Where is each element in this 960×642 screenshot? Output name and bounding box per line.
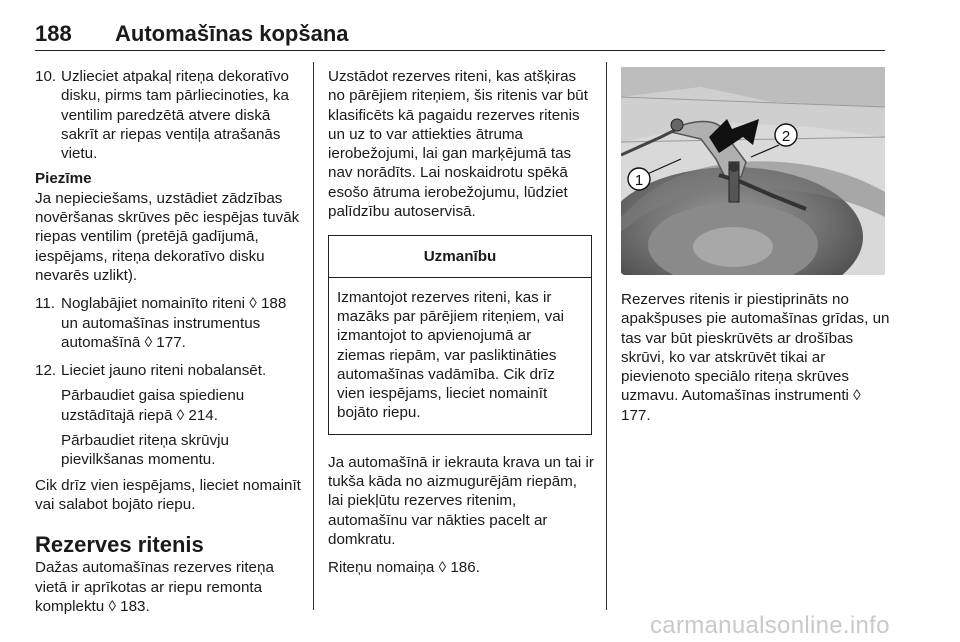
page-number: 188 <box>35 21 72 46</box>
callout-label-1: 1 <box>634 172 644 189</box>
section-title: Rezerves ritenis <box>35 532 204 558</box>
paragraph: Cik drīz vien iespējams, lieciet nomainīt vai salabot bojāto riepu. <box>35 476 301 513</box>
column-divider <box>313 62 314 610</box>
step-12 <box>35 361 303 380</box>
step-number: 10. <box>35 68 57 85</box>
note-text: Ja nepieciešams, uzstādiet zādzības novēršanas skrūves pēc iespējas tuvāk riepas ventilim (pretējā gadījumā, iespējams, riteņa dekoratīvo disku nevarēs uzlikt). <box>35 189 300 284</box>
spare-wheel-illustration <box>621 67 885 275</box>
watermark: carmanualsonline.info <box>650 612 890 639</box>
step-text: Noglabājiet nomainīto riteni ◊ 188 un automašīnas instrumentus automašīnā ◊ 177. <box>61 295 287 351</box>
note-title: Piezīme <box>35 170 92 188</box>
caution-title: Uzmanību <box>329 236 591 277</box>
step-12-subtext: Pārbaudiet gaisa spiedienu uzstādītajā riepā ◊ 214. <box>61 387 245 424</box>
column-left <box>35 67 303 616</box>
illustration-graphic <box>621 67 885 275</box>
callout-label-2: 2 <box>781 128 791 145</box>
section-text: Dažas automašīnas rezerves riteņa vietā ir aprīkotas ar riepu remonta komplektu ◊ 183. <box>35 559 274 615</box>
step-12-subtext: Pārbaudiet riteņa skrūvju pievilkšanas momentu. <box>61 432 229 469</box>
paragraph: Rezerves ritenis ir piestiprināts no apakšpuses pie automašīnas grīdas, un tas var būt pieskrūvēts ar drošības skrūvi, ko var atskrūvēt tikai ar pievienoto speciālo riteņa skrūves uzmavu. Automašīnas instrumenti ◊ 177. <box>621 291 890 424</box>
page-header <box>35 8 885 48</box>
step-10 <box>35 67 303 163</box>
step-text: Lieciet jauno riteni nobalansēt. <box>61 362 267 380</box>
column-divider <box>606 62 607 610</box>
step-number: 11. <box>35 295 55 313</box>
header-rule <box>35 50 885 51</box>
paragraph: Uzstādot rezerves riteni, kas atšķiras no pārējiem riteņiem, šis ritenis var būt klasificēts kā pagaidu rezerves ritenis un uz to var attiekties ātruma ierobežojumi, lai gan marķējumā tas nav norādīts. Lai noskaidrotu spēkā esošo ātruma ierobežojumu, lūdziet palīdzību autoservisā. <box>328 68 588 221</box>
paragraph: Ja automašīnā ir iekrauta krava un tai ir tukša kāda no aizmugurējām riepām, lai piekļūtu rezerves ritenim, automašīnu var nākties pacelt ar domkratu. <box>328 453 594 548</box>
step-text: Uzlieciet atpakaļ riteņa dekoratīvo disku, pirms tam pārliecinoties, ka ventilim paredzētā atvere diskā sakrīt ar riepas ventiļa atrašanās vietu. <box>61 68 289 163</box>
caution-text: Izmantojot rezerves riteni, kas ir mazāks par pārējiem riteņiem, vai izmantojot to apvienojumā ar ziemas riepām, var pasliktināties automašīnas vadāmība. Cik drīz vien iespējams, lieciet nomainīt bojāto riepu. <box>337 288 565 422</box>
page-title: Automašīnas kopšana <box>115 21 349 46</box>
column-right <box>621 290 891 425</box>
step-number: 12. <box>35 362 57 380</box>
paragraph: Riteņu nomaiņa ◊ 186. <box>328 559 480 577</box>
column-middle <box>328 67 596 578</box>
step-11 <box>35 294 303 352</box>
caution-box <box>328 235 592 434</box>
